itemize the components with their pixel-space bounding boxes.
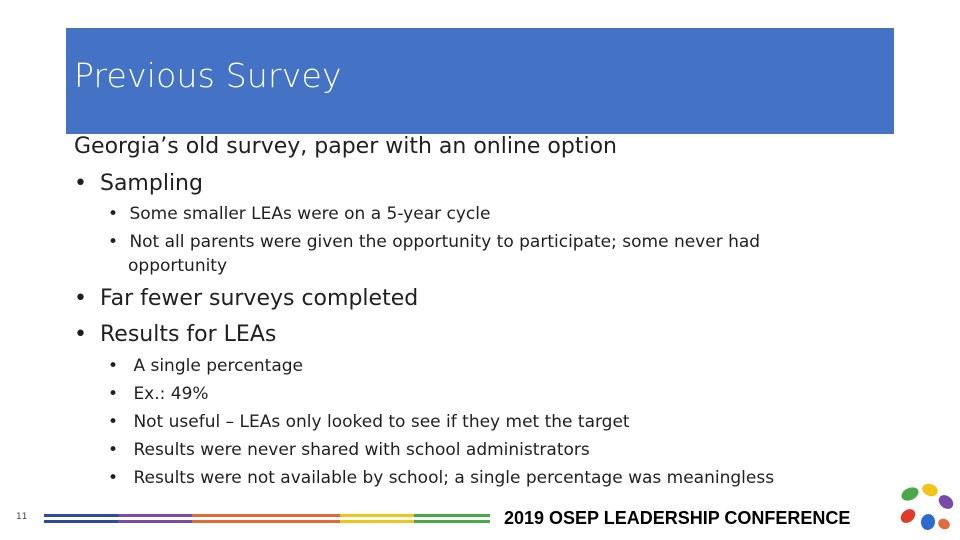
- slide-title: Previous Survey: [74, 56, 342, 95]
- bullet-icon: •: [74, 322, 87, 347]
- bullet-icon: •: [108, 468, 119, 488]
- stripe-segment: [340, 520, 414, 523]
- stripe-segment: [266, 520, 340, 523]
- bullet-icon: •: [108, 412, 119, 432]
- footer-stripes: [44, 512, 490, 526]
- sub-bullet-continuation: [128, 256, 227, 276]
- footer-stripe-bottom: [44, 520, 490, 523]
- bullet-results: [74, 322, 276, 347]
- bullet-sampling: [74, 171, 203, 196]
- stripe-segment: [192, 520, 266, 523]
- stripe-segment: [44, 514, 118, 517]
- sub-bullet: [108, 468, 774, 488]
- sub-bullet-label: Not useful – LEAs only looked to see if they met the target: [133, 412, 630, 432]
- stripe-segment: [266, 514, 340, 517]
- sub-bullet-label: A single percentage: [133, 356, 303, 376]
- sub-bullet: [108, 356, 303, 376]
- stripe-segment: [414, 520, 490, 523]
- stripe-segment: [118, 520, 192, 523]
- bullet-icon: •: [108, 356, 119, 376]
- hands-logo-icon: [894, 480, 956, 538]
- sub-bullet-label: Some smaller LEAs were on a 5-year cycle: [129, 204, 491, 224]
- bullet-icon: •: [108, 384, 119, 404]
- intro-label: Georgia’s old survey, paper with an online option: [74, 134, 617, 159]
- bullet-icon: •: [108, 204, 119, 224]
- stripe-segment: [192, 514, 266, 517]
- sub-bullet-label: Results were not available by school; a single percentage was meaningless: [133, 468, 775, 488]
- bullet-icon: •: [108, 232, 119, 252]
- bullet-surveys: [74, 286, 418, 311]
- bullet-icon: •: [74, 286, 87, 311]
- sub-bullet: [108, 232, 760, 252]
- sub-bullet: [108, 412, 630, 432]
- bullet-icon: •: [74, 171, 87, 196]
- sub-bullet: [108, 384, 209, 404]
- bullet-label: Results for LEAs: [99, 322, 277, 347]
- bullet-icon: •: [108, 440, 119, 460]
- slide-number: 11: [16, 512, 28, 522]
- bullet-label: Far fewer surveys completed: [99, 286, 419, 311]
- stripe-segment: [44, 520, 118, 523]
- stripe-segment: [340, 514, 414, 517]
- intro-text: [74, 134, 617, 159]
- stripe-segment: [118, 514, 192, 517]
- sub-bullet-label: opportunity: [128, 256, 228, 276]
- sub-bullet-label: Results were never shared with school administrators: [133, 440, 590, 460]
- conference-name: 2019 OSEP LEADERSHIP CONFERENCE: [504, 508, 851, 528]
- sub-bullet-label: Not all parents were given the opportunity to participate; some never had: [129, 232, 761, 252]
- sub-bullet: [108, 440, 590, 460]
- stripe-segment: [414, 514, 490, 517]
- hand-shape: [898, 482, 956, 532]
- sub-bullet: [108, 204, 490, 224]
- sub-bullet-label: Ex.: 49%: [133, 384, 209, 404]
- bullet-label: Sampling: [99, 171, 203, 196]
- footer-stripe-top: [44, 514, 490, 517]
